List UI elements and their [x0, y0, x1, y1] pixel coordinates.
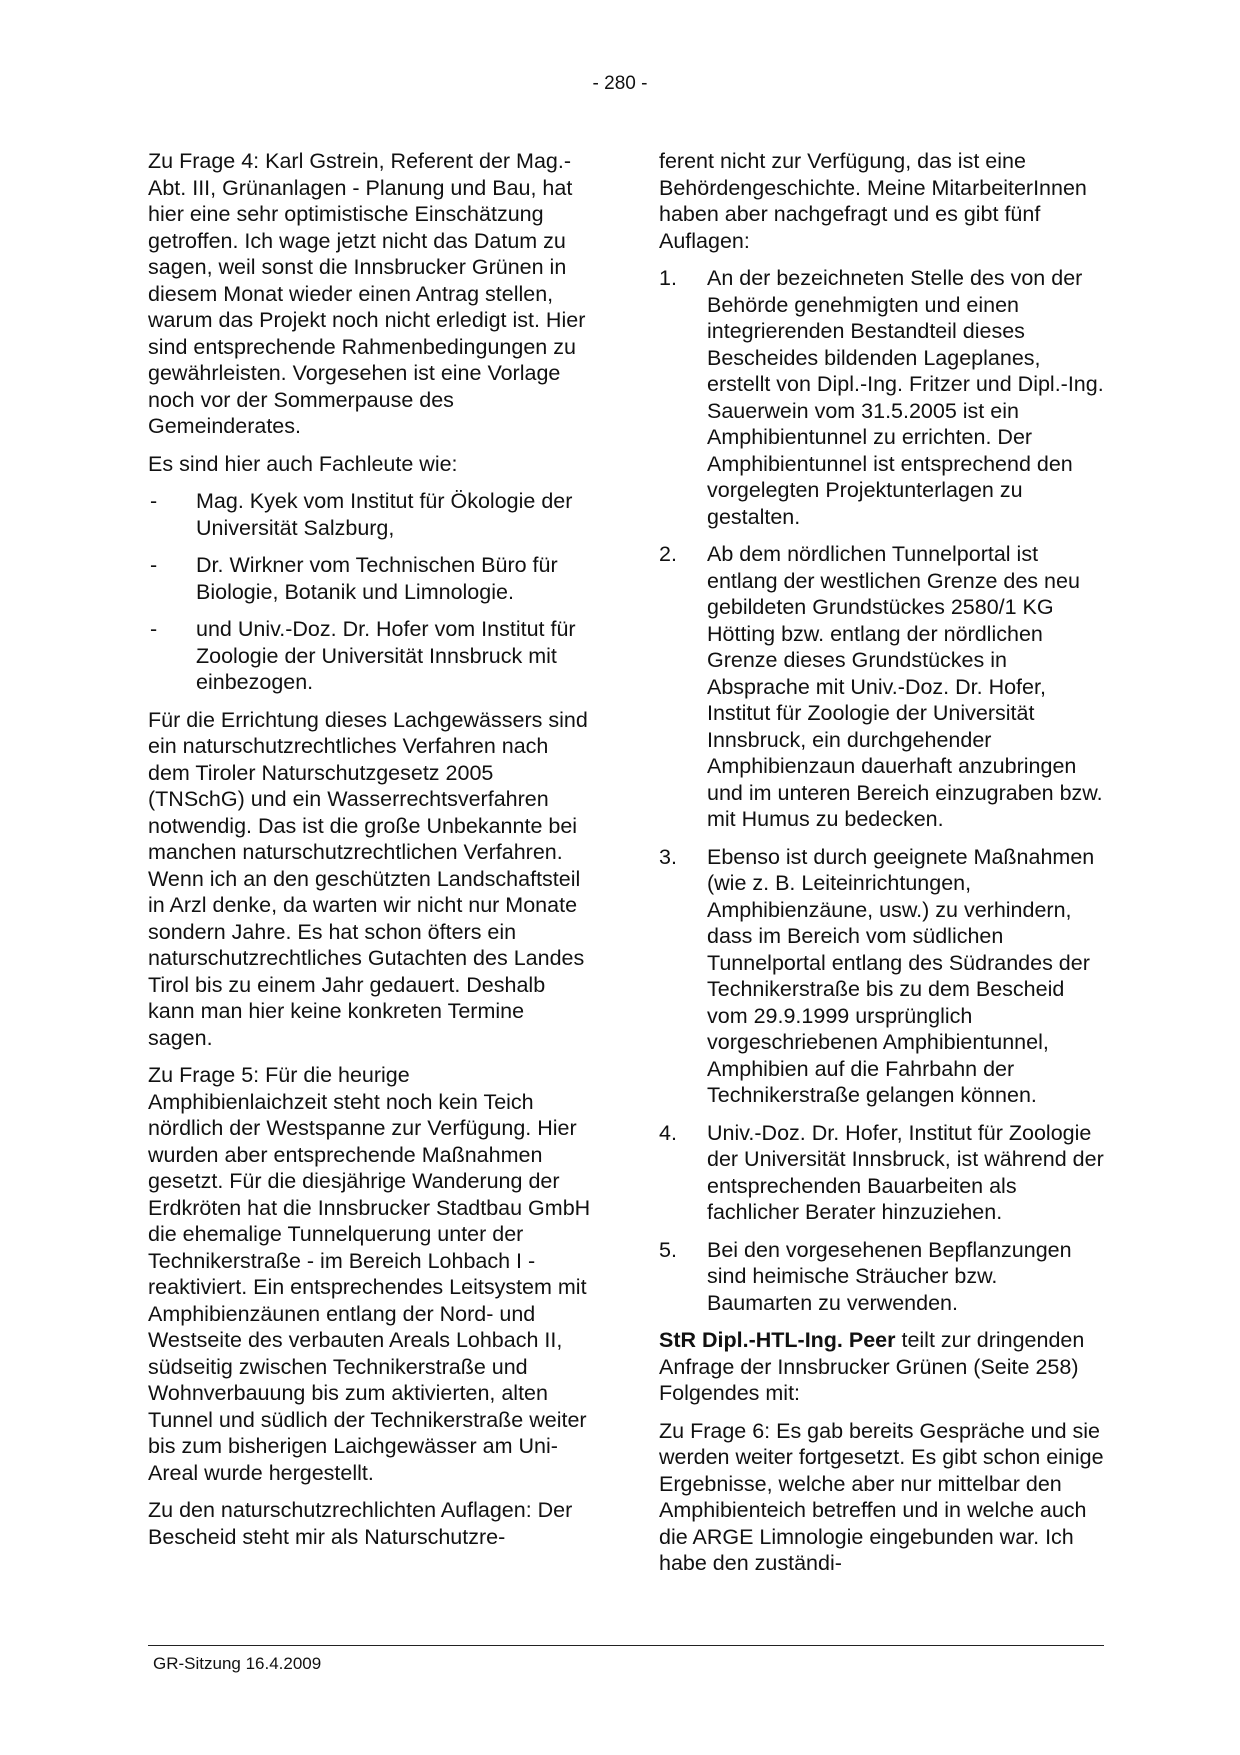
- list-item-text: Dr. Wirkner vom Technischen Büro für Biologie, Botanik und Limnologie.: [196, 553, 558, 604]
- page-number: - 280 -: [592, 73, 648, 94]
- list-item: [659, 265, 1104, 530]
- paragraph-lachgewaesser: Für die Errichtung dieses Lachgewässers sind ein naturschutzrechtliches Verfahren nach dem Tiroler Naturschutzgesetz 2005 (TNSchG) und ein Wasserrechtsverfahren notwendig. Das ist die große Unbekannte bei manchen naturschutzrechtlichen Verfahren. Wenn ich an den geschützten Landschaftsteil in Arzl denke, da warten wir nicht nur Monate sondern Jahre. Es hat schon öfters ein naturschutzrechtliches Gutachten des Landes Tirol bis zu einem Jahr gedauert. Deshalb kann man hier keine konkreten Termine sagen.: [148, 707, 588, 1050]
- footer-session-label: GR-Sitzung 16.4.2009: [153, 1654, 322, 1673]
- list-item: [659, 1120, 1104, 1226]
- list-marker: -: [150, 553, 158, 577]
- list-marker: 1.: [659, 266, 677, 290]
- list-item-text: Ab dem nördlichen Tunnelportal ist entlang der westlichen Grenze des neu gebildeten Grundstückes 2580/1 KG Hötting bzw. entlang der nördlichen Grenze dieses Grundstückes in Absprache mit Univ.-Doz. Dr. Hofer, Institut für Zoologie der Universität Innsbruck, ein durchgehender Amphibienzaun dauerhaft anzubringen und im unteren Bereich einzugraben bzw. mit Humus zu bedecken.: [707, 542, 1103, 831]
- conditions-list: [659, 265, 1104, 1316]
- list-item-text: Mag. Kyek vom Institut für Ökologie der Universität Salzburg,: [196, 489, 573, 540]
- speaker-name: StR Dipl.-HTL-Ing. Peer: [659, 1328, 896, 1352]
- list-marker: -: [150, 617, 158, 641]
- paragraph-frage-4: Zu Frage 4: Karl Gstrein, Referent der Mag.-Abt. III, Grünanlagen - Planung und Bau, hat hier eine sehr optimistische Einschätzung getroffen. Ich wage jetzt nicht das Datum zu sagen, weil sonst die Innsbrucker Grünen in diesem Monat wieder einen Antrag stellen, warum das Projekt noch nicht erledigt ist. Hier sind entsprechende Rahmenbedingungen zu gewährleisten. Vorgesehen ist eine Vorlage noch vor der Sommerpause des Gemeinderates.: [148, 149, 586, 438]
- list-item: [148, 616, 593, 696]
- list-marker: 2.: [659, 542, 677, 566]
- list-item: [148, 552, 593, 605]
- paragraph-fachleute-intro: Es sind hier auch Fachleute wie:: [148, 451, 458, 476]
- speaker-statement: teilt zur dringenden Anfrage der Innsbrucker Grünen (Seite 258) Folgendes mit:: [659, 1328, 1085, 1405]
- list-item: [659, 844, 1104, 1109]
- list-marker: 5.: [659, 1237, 677, 1262]
- left-column: [148, 148, 593, 1561]
- paragraph-auflagen-continued: ferent nicht zur Verfügung, das ist eine Behördengeschichte. Meine MitarbeiterInnen haben aber nachgefragt und es gibt fünf Auflagen:: [659, 149, 1087, 253]
- list-item-text: An der bezeichneten Stelle des von der Behörde genehmigten und einen integrierenden Bestandteil dieses Bescheides bildenden Lageplanes, erstellt von Dipl.-Ing. Fritzer und Dipl.-Ing. Sauerwein vom 31.5.2005 ist ein Amphibientunnel zu errichten. Der Amphibientunnel ist entsprechend den vorgelegten Projektunterlagen zu gestalten.: [707, 266, 1104, 529]
- experts-list: [148, 488, 593, 696]
- list-item-text: Ebenso ist durch geeignete Maßnahmen (wie z. B. Leiteinrichtungen, Amphibienzäune, usw.) zu verhindern, dass im Bereich vom südlichen Tunnelportal entlang des Südrandes der Technikerstraße bis zu dem Bescheid vom 29.9.1999 ursprünglich vorgeschriebenen Amphibientunnel, Amphibien auf die Fahrbahn der Technikerstraße gelangen können.: [707, 844, 1095, 1107]
- footer-divider: [148, 1645, 1104, 1646]
- list-item-text: Bei den vorgesehenen Bepflanzungen sind heimische Sträucher bzw. Baumarten zu verwenden.: [707, 1237, 1072, 1315]
- list-marker: 3.: [659, 844, 677, 869]
- paragraph-auflagen: Zu den naturschutzrechlichten Auflagen: Der Bescheid steht mir als Naturschutzre-: [148, 1498, 573, 1549]
- list-item-text: Univ.-Doz. Dr. Hofer, Institut für Zoologie der Universität Innsbruck, ist während der entsprechenden Bauarbeiten als fachlicher Berater hinzuziehen.: [707, 1120, 1104, 1224]
- paragraph-frage-5: Zu Frage 5: Für die heurige Amphibienlaichzeit steht noch kein Teich nördlich der Westspanne zur Verfügung. Hier wurden aber entsprechende Maßnahmen gesetzt. Für die diesjährige Wanderung der Erdkröten hat die Innsbrucker Stadtbau GmbH die ehemalige Tunnelquerung unter der Technikerstraße - im Bereich Lohbach I - reaktiviert. Ein entsprechendes Leitsystem mit Amphibienzäunen entlang der Nord- und Westseite des verbauten Areals Lohbach II, südseitig zwischen Technikerstraße und Wohnverbauung bis zum aktivierten, alten Tunnel und südlich der Technikerstraße weiter bis zum bisherigen Laichgewässer am Uni-Areal wurde hergestellt.: [148, 1063, 591, 1485]
- list-marker: 4.: [659, 1120, 677, 1145]
- list-item: [659, 1237, 1104, 1317]
- paragraph-frage-6: Zu Frage 6: Es gab bereits Gespräche und sie werden weiter fortgesetzt. Es gibt schon einige Ergebnisse, welche aber nur mittelbar den Amphibienteich betreffen und in welche auch die ARGE Limnologie eingebunden war. Ich habe den zuständi-: [659, 1418, 1104, 1575]
- right-column: [659, 148, 1104, 1588]
- list-item: [659, 541, 1104, 833]
- list-marker: -: [150, 489, 158, 513]
- list-item-text: und Univ.-Doz. Dr. Hofer vom Institut für Zoologie der Universität Innsbruck mit einbezogen.: [196, 617, 576, 694]
- list-item: [148, 488, 593, 541]
- paragraph-speaker-peer: [659, 1327, 1104, 1407]
